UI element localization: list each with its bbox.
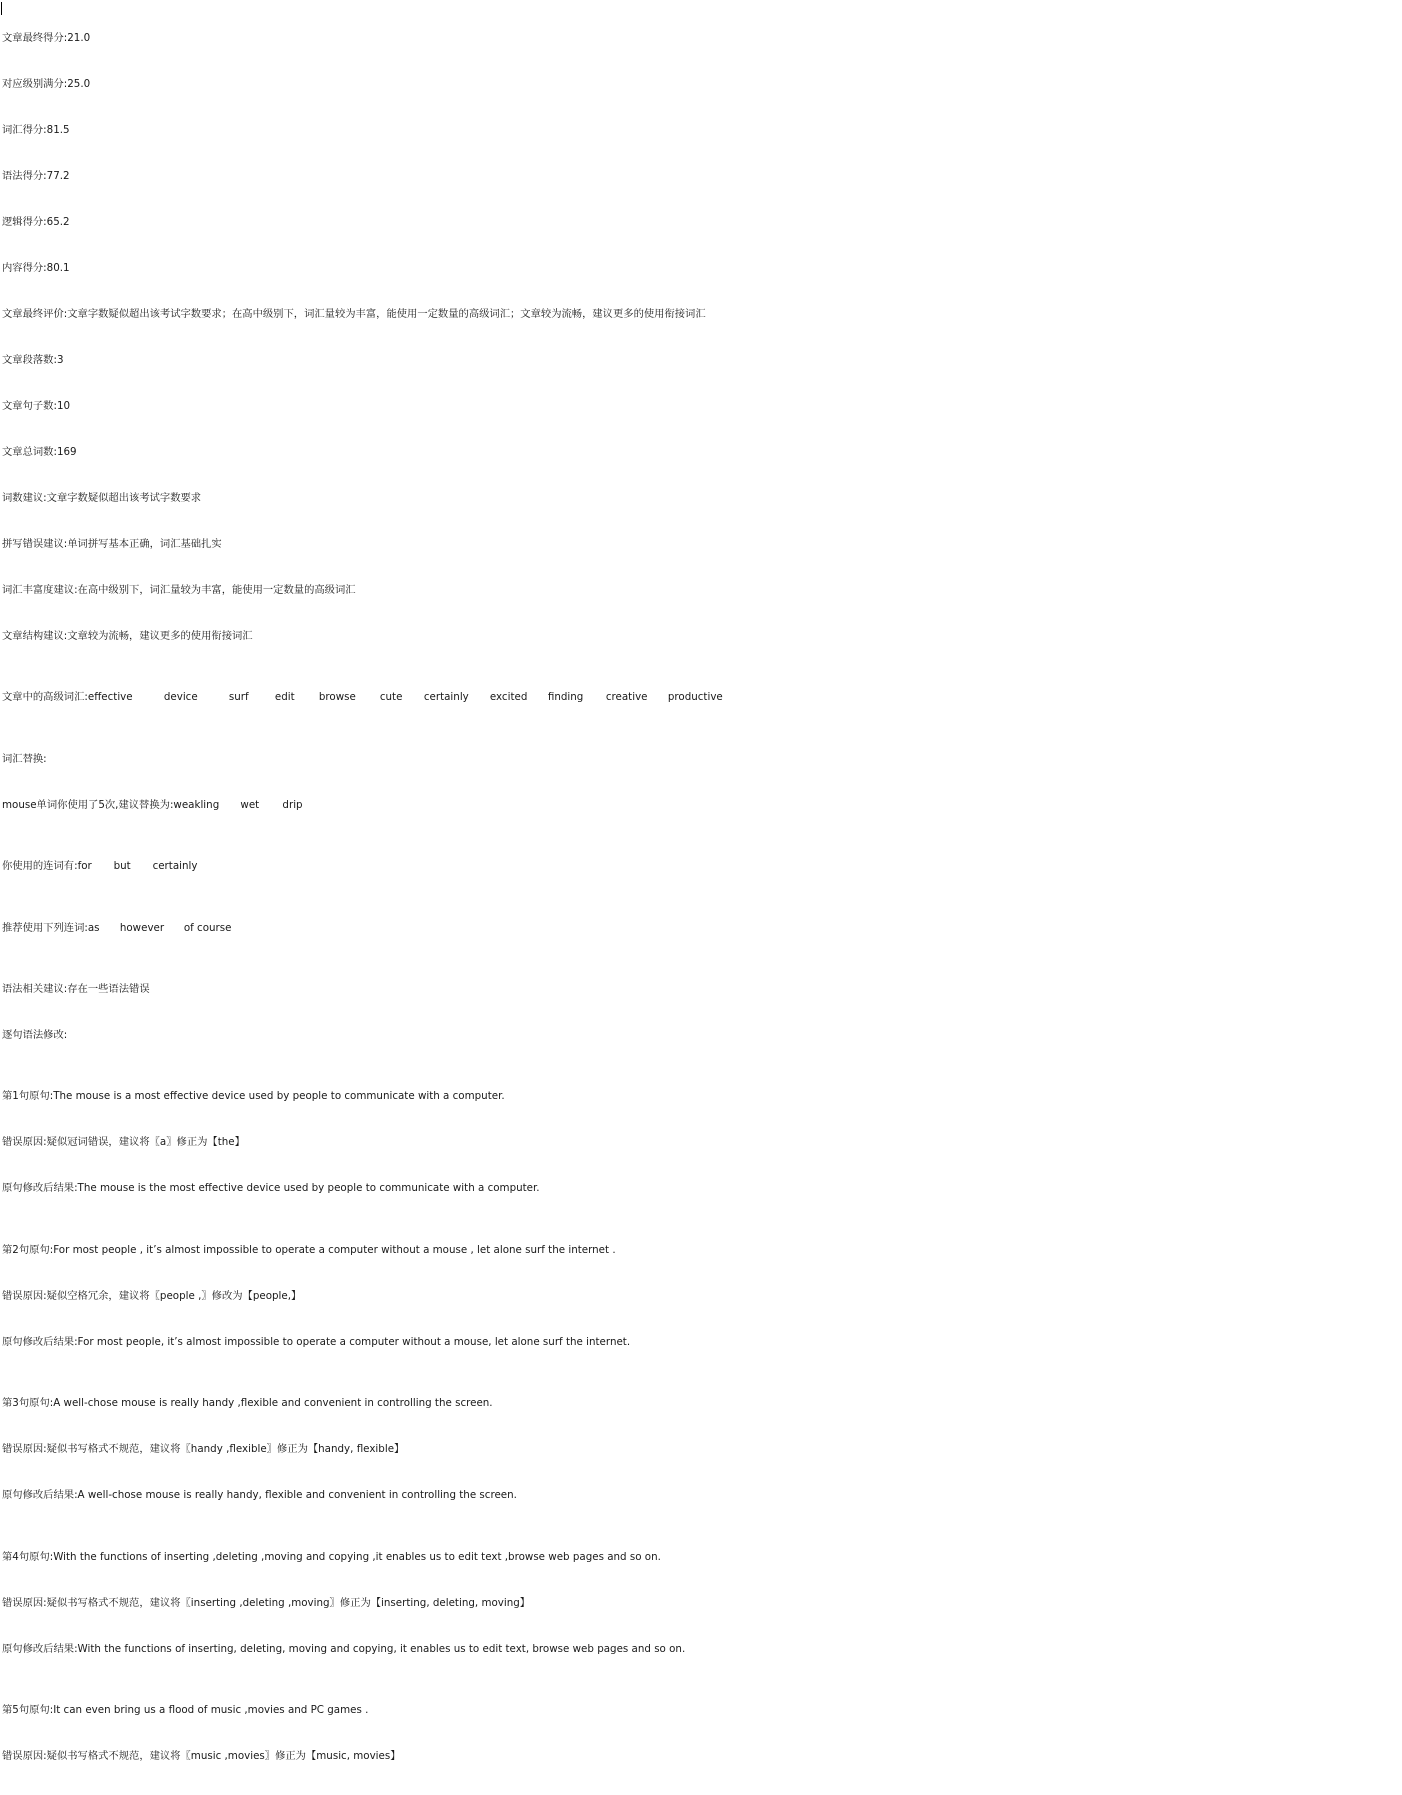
advanced-words-label: 文章中的高级词汇: [2, 691, 88, 704]
sentence-original: 第1句原句:The mouse is a most effective device used by people to communicate with a computer. [2, 1090, 505, 1103]
sentence-original: 第4句原句:With the functions of inserting ,deleting ,moving and copying ,it enables us to edit text ,browse web pages and so on. [2, 1550, 661, 1563]
replacement-word: weakling [173, 798, 220, 811]
sentence-error-reason: 错误原因:疑似书写格式不规范，建议将〖handy ,flexible〗修正为【handy, flexible】 [2, 1443, 405, 1456]
sentence-error-reason: 错误原因:疑似书写格式不规范，建议将〖music ,movies〗修正为【music, movies】 [2, 1750, 401, 1763]
used-connectives-line [2, 859, 1402, 874]
sentence-original: 第2句原句:For most people , it’s almost impossible to operate a computer without a mouse , let alone surf the internet . [2, 1243, 616, 1256]
final-comment-line: 文章最终评价:文章字数疑似超出该考试字数要求；在高中级别下，词汇量较为丰富，能使用一定数量的高级词汇；文章较为流畅，建议更多的使用衔接词汇 [2, 307, 706, 320]
sentence-original: 第5句原句:It can even bring us a flood of music ,movies and PC games . [2, 1704, 369, 1717]
replacement-header-line: 词汇替换: [2, 752, 47, 765]
replacement-word: drip [282, 798, 303, 811]
paragraph-count-line: 文章段落数:3 [2, 353, 64, 366]
advanced-word: productive [667, 691, 723, 704]
content-score-line: 内容得分:80.1 [2, 261, 70, 274]
sentence-error-reason: 错误原因:疑似空格冗余，建议将〖people ,〗修改为【people,】 [2, 1289, 302, 1302]
sentence-corrected: 原句修改后结果:A well-chose mouse is really handy, flexible and convenient in controlling the screen. [2, 1489, 517, 1502]
advanced-word: certainly [423, 691, 469, 704]
connective-word: for [77, 860, 92, 873]
grammar-header-line: 逐句语法修改: [2, 1029, 68, 1042]
sentence-corrected: 原句修改后结果:The mouse is the most effective device used by people to communicate with a computer. [2, 1182, 540, 1195]
advanced-word: finding [547, 691, 584, 704]
level-full-score-line: 对应级别满分:25.0 [2, 77, 91, 90]
sentence-original: 第3句原句:A well-chose mouse is really handy ,flexible and convenient in controlling the screen. [2, 1397, 493, 1410]
sentence-error-reason: 错误原因:疑似冠词错误，建议将〖a〗修正为【the】 [2, 1136, 245, 1149]
connective-word: of course [183, 921, 232, 934]
richness-advice-line: 词汇丰富度建议:在高中级别下，词汇量较为丰富，能使用一定数量的高级词汇 [2, 584, 356, 597]
structure-advice-line: 文章结构建议:文章较为流畅，建议更多的使用衔接词汇 [2, 630, 253, 643]
advanced-word: creative [605, 691, 648, 704]
replacement-word: wet [240, 798, 260, 811]
vocab-score-line: 词汇得分:81.5 [2, 123, 70, 136]
advanced-word: browse [318, 691, 356, 704]
sentence-error-reason: 错误原因:疑似书写格式不规范，建议将〖inserting ,deleting ,moving〗修正为【inserting, deleting, moving】 [2, 1596, 531, 1609]
sentence-corrected: 原句修改后结果:For most people, it’s almost impossible to operate a computer without a mouse, let alone surf the internet. [2, 1335, 631, 1348]
replacement-line [2, 798, 1402, 813]
used-connectives-label: 你使用的连词有: [2, 860, 78, 873]
connective-word: certainly [152, 860, 198, 873]
grammar-score-line: 语法得分:77.2 [2, 169, 70, 182]
advanced-word: effective [87, 691, 133, 704]
sentence-count-line: 文章句子数:10 [2, 399, 71, 412]
connective-word: however [119, 921, 165, 934]
replacement-prefix: mouse单词你使用了5次,建议替换为: [2, 798, 174, 811]
grammar-advice-line: 语法相关建议:存在一些语法错误 [2, 983, 150, 995]
advanced-word: excited [489, 691, 528, 704]
word-count-line: 文章总词数:169 [2, 445, 77, 458]
spelling-advice-line: 拼写错误建议:单词拼写基本正确，词汇基础扎实 [2, 538, 222, 551]
logic-score-line: 逻辑得分:65.2 [2, 215, 70, 228]
advanced-word: cute [379, 691, 403, 704]
advanced-word: surf [228, 691, 249, 704]
advanced-words-line [2, 690, 1302, 705]
suggested-connectives-label: 推荐使用下列连词: [2, 921, 88, 934]
word-count-advice-line: 词数建议:文章字数疑似超出该考试字数要求 [2, 492, 202, 504]
connective-word: but [113, 860, 131, 873]
connective-word: as [87, 921, 100, 934]
document-body [2, 0, 1402, 1795]
sentence-corrected: 原句修改后结果:With the functions of inserting, deleting, moving and copying, it enables us to edit text, browse web pages and so on. [2, 1642, 686, 1655]
final-score-line: 文章最终得分:21.0 [2, 31, 91, 44]
advanced-word: edit [274, 691, 295, 704]
suggested-connectives-line [2, 921, 1402, 936]
advanced-word: device [163, 691, 198, 704]
